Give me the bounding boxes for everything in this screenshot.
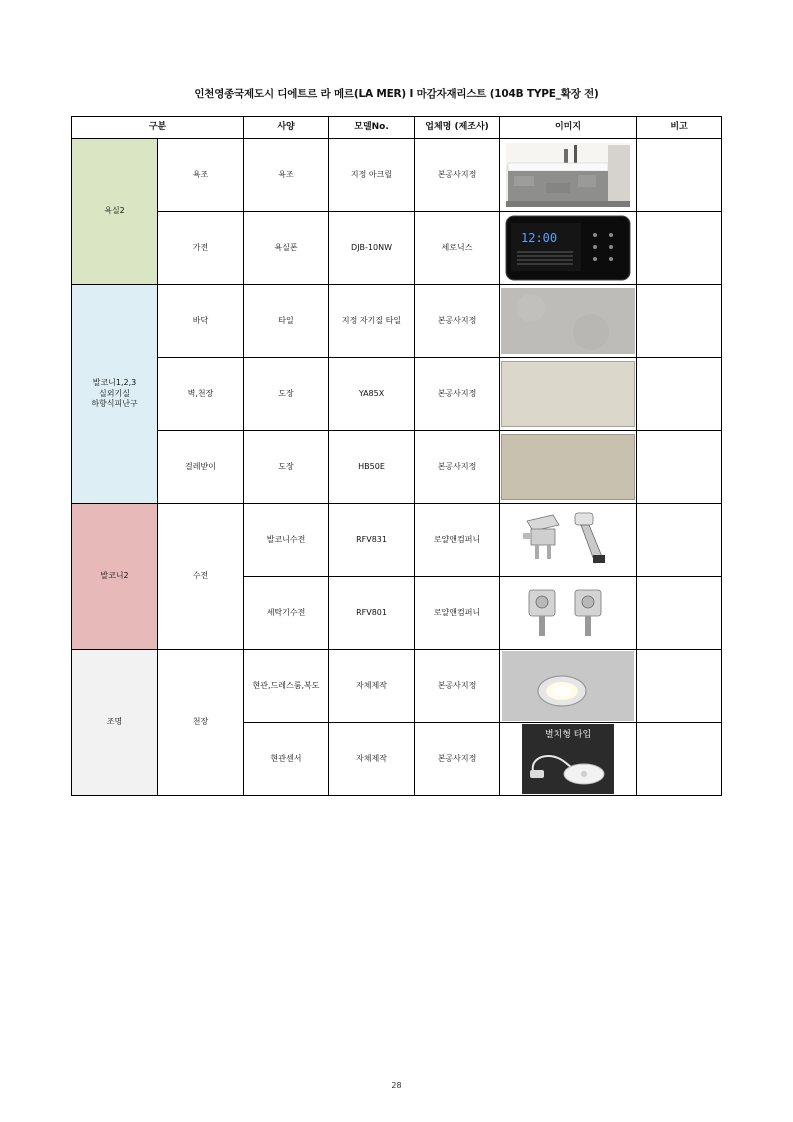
cell-image	[500, 650, 637, 723]
group-lighting: 조명	[72, 650, 158, 796]
cell-item: 가전	[158, 212, 244, 285]
sensor-caption: 별치형 타입	[544, 730, 592, 740]
cell-item: 욕조	[158, 139, 244, 212]
cell-spec: 욕실폰	[244, 212, 329, 285]
cell-spec: 도장	[244, 358, 329, 431]
header-model: 모델No.	[329, 117, 415, 139]
cell-item: 바닥	[158, 285, 244, 358]
cell-note	[637, 285, 722, 358]
cell-model: DJB-10NW	[329, 212, 415, 285]
bathtub-photo	[506, 143, 630, 207]
cell-maker: 본공사지정	[415, 139, 500, 212]
group-balcony-line: 실외기실	[99, 388, 130, 398]
group-balcony2: 발코니2	[72, 504, 158, 650]
balcony-faucet-photo	[513, 507, 623, 573]
cell-note	[637, 358, 722, 431]
cell-model: 지정 자기질 타일	[329, 285, 415, 358]
cell-image	[500, 212, 637, 285]
finish-materials-table	[71, 116, 722, 796]
table-header-row	[72, 117, 722, 139]
table-row	[72, 650, 722, 723]
document-title: 인천영종국제도시 디에트르 라 메르(LA MER) I 마감자재리스트 (104B TYPE_확장 전)	[194, 88, 599, 100]
cell-spec: 욕조	[244, 139, 329, 212]
header-image: 이미지	[500, 117, 637, 139]
cell-spec: 현관,드레스룸,복도	[244, 650, 329, 723]
cell-image	[500, 577, 637, 650]
table-row	[72, 285, 722, 358]
cell-spec: 타일	[244, 285, 329, 358]
phone-display-text: 12:00	[521, 231, 558, 245]
page-number: 28	[391, 1081, 402, 1090]
cell-spec: 세탁기수전	[244, 577, 329, 650]
table-row	[72, 358, 722, 431]
cell-maker: 본공사지정	[415, 723, 500, 796]
grey-tile-swatch	[501, 288, 635, 354]
group-bathroom: 욕실2	[72, 139, 158, 285]
header-category: 구분	[72, 117, 244, 139]
bathroom-phone-photo	[505, 215, 631, 281]
cell-model: RFV801	[329, 577, 415, 650]
group-balcony	[72, 285, 158, 504]
header-spec: 사양	[244, 117, 329, 139]
downlight-photo	[502, 651, 634, 721]
cell-note	[637, 504, 722, 577]
cell-spec: 발코니수전	[244, 504, 329, 577]
table-row	[72, 212, 722, 285]
cell-image	[500, 504, 637, 577]
cell-note	[637, 577, 722, 650]
cell-image	[500, 723, 637, 796]
subgroup-faucet: 수전	[158, 504, 244, 650]
table-row	[72, 139, 722, 212]
cell-model: HB50E	[329, 431, 415, 504]
subgroup-ceiling: 천장	[158, 650, 244, 796]
cell-spec: 현관센서	[244, 723, 329, 796]
cell-image	[500, 139, 637, 212]
cell-maker: 세로닉스	[415, 212, 500, 285]
cell-image	[500, 358, 637, 431]
cell-image	[500, 431, 637, 504]
cell-note	[637, 650, 722, 723]
paint-swatch-hb50e	[501, 434, 635, 500]
washer-faucet-photo	[513, 580, 623, 646]
cell-maker: 로얄앤컴퍼니	[415, 577, 500, 650]
cell-maker: 본공사지정	[415, 358, 500, 431]
cell-note	[637, 139, 722, 212]
sensor-photo	[522, 724, 614, 794]
cell-spec: 도장	[244, 431, 329, 504]
cell-model: 자체제작	[329, 723, 415, 796]
cell-maker: 본공사지정	[415, 431, 500, 504]
group-balcony-line: 하향식피난구	[91, 399, 138, 409]
cell-maker: 본공사지정	[415, 285, 500, 358]
header-note: 비고	[637, 117, 722, 139]
cell-model: 자체제작	[329, 650, 415, 723]
cell-maker: 본공사지정	[415, 650, 500, 723]
paint-swatch-ya85x	[501, 361, 635, 427]
cell-maker: 로얄앤컴퍼니	[415, 504, 500, 577]
cell-image	[500, 285, 637, 358]
header-maker: 업체명 (제조사)	[415, 117, 500, 139]
cell-note	[637, 723, 722, 796]
cell-model: RFV831	[329, 504, 415, 577]
table-row	[72, 504, 722, 577]
cell-model: YA85X	[329, 358, 415, 431]
cell-model: 지정 아크릴	[329, 139, 415, 212]
cell-item: 걸레받이	[158, 431, 244, 504]
group-balcony-line: 발코니1,2,3	[92, 377, 137, 387]
cell-note	[637, 212, 722, 285]
cell-item: 벽,천장	[158, 358, 244, 431]
cell-note	[637, 431, 722, 504]
table-row	[72, 431, 722, 504]
